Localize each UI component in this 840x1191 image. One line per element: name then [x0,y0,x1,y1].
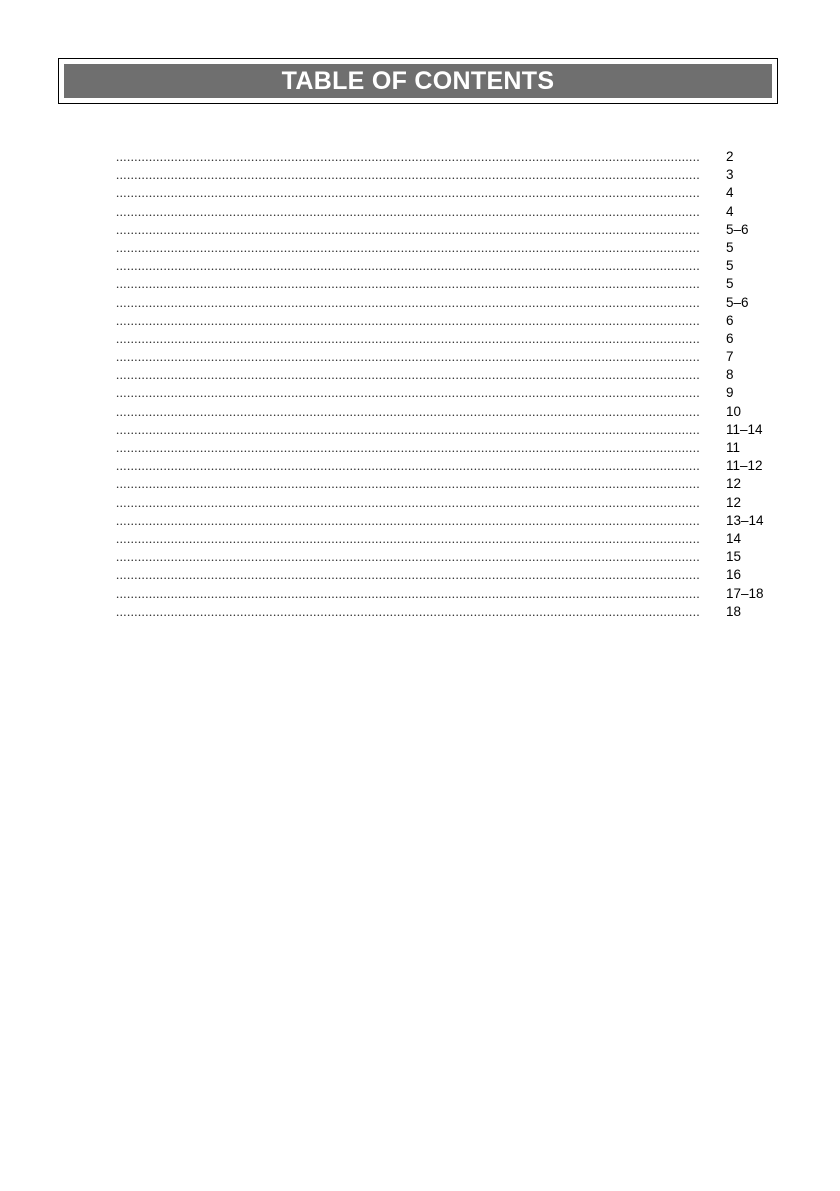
page-number: 12 [726,476,742,492]
page-number: 2 [726,149,734,164]
toc-entry[interactable] [0,494,840,512]
dot-leader: ................................................................................................................................................................ [116,221,700,237]
dot-leader: ................................................................................................................................................................ [116,567,700,583]
dot-leader: ................................................................................................................................................................ [116,440,700,455]
page-number: 4 [726,185,734,201]
dot-leader: ................................................................................................................................................................ [116,603,700,619]
page-number: 5 [726,239,734,255]
page-number: 12 [726,494,742,510]
page-number: 5–6 [726,221,749,237]
toc-entry[interactable] [0,512,840,530]
page-number: 18 [726,603,742,619]
page-number: 3 [726,167,734,183]
page-number: 16 [726,567,742,583]
dot-leader: ................................................................................................................................................................ [116,276,700,292]
dot-leader: ................................................................................................................................................................ [116,458,700,474]
dot-leader: ................................................................................................................................................................ [116,185,700,201]
toc-entry[interactable] [0,457,840,475]
page-number: 10 [726,403,742,419]
table-of-contents [0,148,840,621]
toc-entry[interactable] [0,148,840,166]
toc-entry[interactable] [0,294,840,312]
page-number: 9 [726,385,734,401]
toc-entry[interactable] [0,384,840,402]
page-number: 11–12 [726,458,763,474]
page-number: 13–14 [726,512,764,528]
page-number: 6 [726,330,734,346]
page-number: 11 [726,440,741,455]
toc-entry[interactable] [0,275,840,293]
dot-leader: ................................................................................................................................................................ [116,149,700,164]
dot-leader: ................................................................................................................................................................ [116,367,700,383]
toc-entry[interactable] [0,348,840,366]
title-bar [64,64,772,98]
dot-leader: ................................................................................................................................................................ [116,549,700,565]
page-number: 5 [726,258,734,274]
toc-entry[interactable] [0,475,840,493]
dot-leader: ................................................................................................................................................................ [116,403,700,419]
dot-leader: ................................................................................................................................................................ [116,330,700,346]
page-number: 5 [726,276,734,292]
toc-entry[interactable] [0,548,840,566]
dot-leader: ................................................................................................................................................................ [116,312,700,328]
dot-leader: ................................................................................................................................................................ [116,476,700,492]
toc-entry[interactable] [0,184,840,202]
dot-leader: ................................................................................................................................................................ [116,167,700,183]
toc-entry[interactable] [0,530,840,548]
title-frame [58,58,778,104]
toc-entry[interactable] [0,312,840,330]
dot-leader: ................................................................................................................................................................ [116,385,700,401]
toc-entry[interactable] [0,566,840,584]
dot-leader: ................................................................................................................................................................ [116,258,700,274]
dot-leader: ................................................................................................................................................................ [116,239,700,255]
page-number: 14 [726,530,742,546]
toc-entry[interactable] [0,239,840,257]
dot-leader: ................................................................................................................................................................ [116,585,700,601]
toc-entry[interactable] [0,421,840,439]
page-number: 6 [726,312,734,328]
dot-leader: ................................................................................................................................................................ [116,349,700,365]
toc-entry[interactable] [0,403,840,421]
page-number: 11–14 [726,421,763,437]
toc-entry[interactable] [0,221,840,239]
toc-entry[interactable] [0,585,840,603]
dot-leader: ................................................................................................................................................................ [116,203,700,219]
dot-leader: ................................................................................................................................................................ [116,294,700,310]
page-title: TABLE OF CONTENTS [281,66,555,95]
toc-entry[interactable] [0,366,840,384]
page-number: 5–6 [726,294,749,310]
page-number: 7 [726,349,734,365]
toc-entry[interactable] [0,166,840,184]
toc-entry[interactable] [0,603,840,621]
toc-entry[interactable] [0,439,840,457]
toc-entry[interactable] [0,203,840,221]
page-number: 15 [726,549,742,565]
page-number: 17–18 [726,585,764,601]
page-number: 4 [726,203,734,219]
dot-leader: ................................................................................................................................................................ [116,494,700,510]
dot-leader: ................................................................................................................................................................ [116,421,700,437]
toc-entry[interactable] [0,330,840,348]
page-number: 8 [726,367,734,383]
toc-entry[interactable] [0,257,840,275]
dot-leader: ................................................................................................................................................................ [116,512,700,528]
dot-leader: ................................................................................................................................................................ [116,530,700,546]
